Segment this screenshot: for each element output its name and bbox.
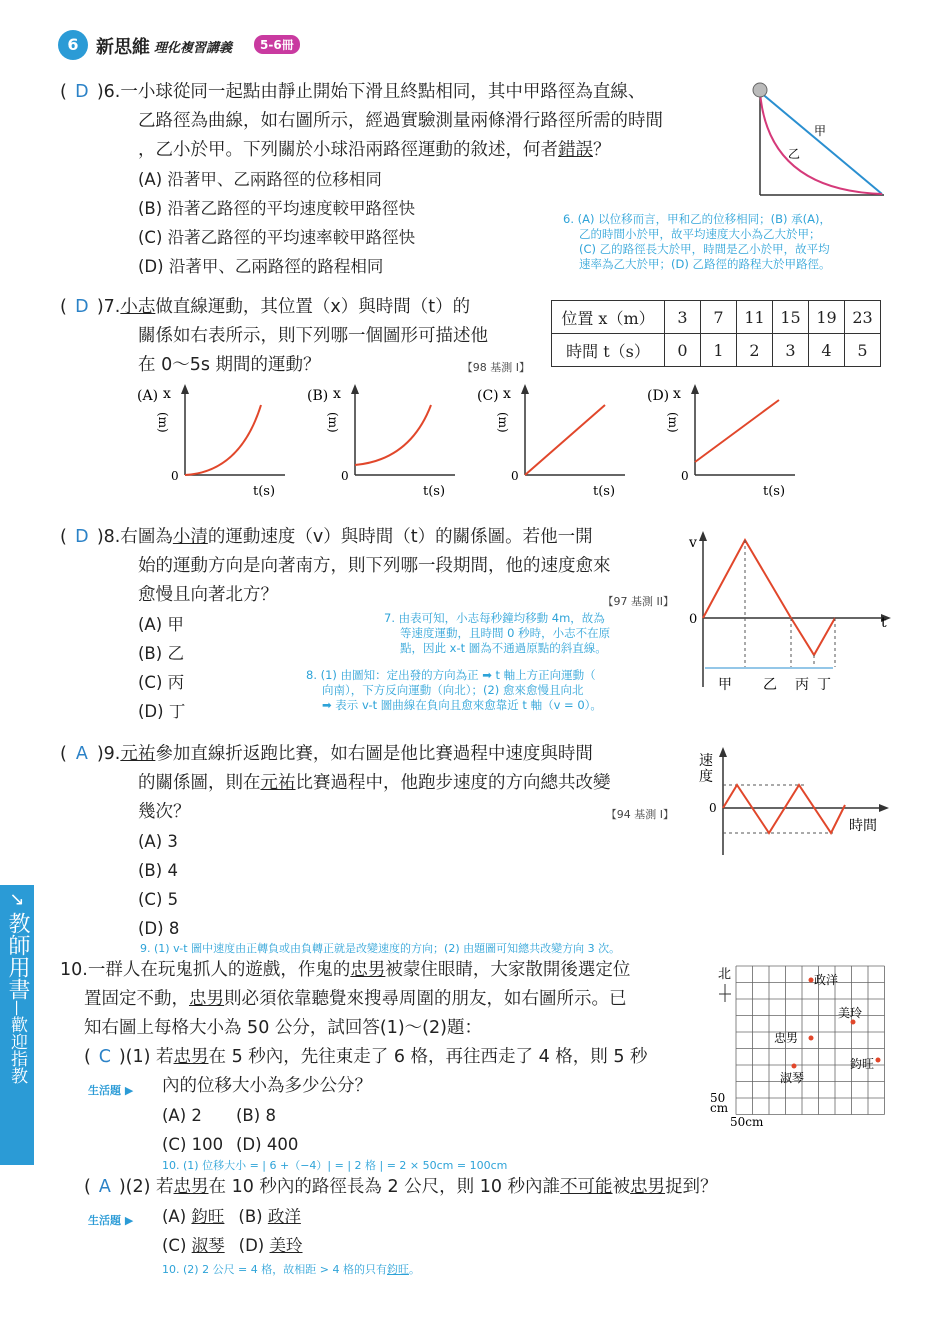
side-dash: — [8,1000,27,1016]
graph-option-label: (D) [647,388,670,404]
option-a: (A) 沿著甲、乙兩路徑的位移相同 [138,170,382,189]
origin-label: 0 [709,801,717,815]
q7-graphs [135,380,815,505]
y-label-1: 速 [699,753,713,769]
option-c: (C) 5 [138,890,179,909]
option-a: (A) 2 [162,1106,202,1125]
graph-y-arrow [351,384,359,394]
north-label: 北 [718,967,732,982]
question-text: ，乙小於甲。下列關於小球沿兩路徑運動的敘述，何者 [138,140,558,160]
subtitle: 理化複習講義 [154,41,233,56]
graph-curve [355,405,431,465]
question-text: 比賽過程中，他跑步速度的方向總共改變 [295,773,611,793]
source-tag: 【98 基測 I】 [461,361,530,374]
graph-y-unit: (m) [326,412,340,433]
graph-origin: 0 [171,469,179,483]
option-b: 政洋 [267,1207,301,1226]
question-8: ( D )8.右圖為小清的運動速度（v）與時間（t）的關係圖。若他一開 始的運動方向是向著南方，則下列哪一段期間，他的速度愈來 愈慢且向著北方？ 【97 基測 II】 (A) 甲 (B) 乙 (C) 丙 (D) 丁 [60,523,680,726]
option-a: 鈞旺 [191,1207,225,1226]
question-9: ( A )9.元祐參加直線折返跑比賽，如右圖是他比賽過程中速度與時間 的關係圖，則在元祐比賽過程中，他跑步速度的方向總共改變 幾次？ 【94 基測 I】 (A) 3 (B) 4 (C) 5 (D) 8 [60,740,680,943]
table-header: 時間 t（s） [552,334,665,367]
option-d: (D) 8 [138,919,180,938]
option-b: (B) 沿著乙路徑的平均速度較甲路徑快 [138,199,415,218]
graph-y-unit: (m) [666,412,680,433]
option-d: (D) 400 [236,1135,299,1154]
brand-title: 新思維 [96,37,150,58]
q9-figure [695,745,895,860]
side-arrow-icon: ↘ [9,889,25,910]
x-axis-label: t [881,615,887,631]
question-number: 10. [60,960,88,980]
scale-vertical-unit: cm [710,1101,729,1115]
segment-jia: 甲 [718,677,732,693]
graph-curve [185,405,261,475]
table-header: 位置 x（m） [552,301,665,334]
option-c: 淑琴 [191,1236,225,1255]
option-c: (C) 丙 [138,673,185,692]
question-6: ( D )6.一小球從同一起點由靜止開始下滑且終點相同，其中甲路徑為直線、 乙路徑為曲線，如右圖所示，經過實驗測量兩條滑行路徑所需的時間 ，乙小於甲。下列關於小球沿兩路徑運動的敘述，何者錯誤？ (A) 沿著甲、乙兩路徑的位移相同 (B) 沿著乙路徑的平均速度較甲路徑快 (C) 沿著乙路徑的平均速率較甲路徑快 (D) 沿著甲、乙兩路徑的路程相同 [60,78,740,281]
emphasis-text: 錯誤 [558,140,593,160]
person-name: 元祐 [120,744,156,764]
graph-x-label: t(s) [593,484,616,499]
question-number: 9. [103,744,121,764]
answer-10-2: A [98,1177,111,1197]
answer-7: D [75,297,89,317]
graph-y-arrow [521,384,529,394]
q7-table: 位置 x（m） 3 7 11 15 19 23 時間 t（s） 0 1 2 3 4 5 [551,300,881,367]
note-6: 6. (A) 以位移而言，甲和乙的位移相同；(B) 承(A)， 乙的時間小於甲，故平均速度大小為乙大於甲； (C) 乙的路徑長大於甲，時間是乙小於甲，故平均 速率為乙大於甲；(D) 乙路徑的路程大於甲路徑。 [563,212,831,271]
question-10-2: ( A )(2) 若忠男在 10 秒內的路徑長為 2 公尺，則 10 秒內誰不可能被忠男捉到？ 生活題 ▶ (A) 鈞旺 (B) 政洋 (C) 淑琴 (D) 美玲 [84,1173,864,1260]
option-c: (C) 100 [162,1135,224,1154]
person-name: 元祐 [260,773,296,793]
option-b: (B) 乙 [138,644,184,663]
source-tag: 【94 基測 I】 [605,808,674,821]
question-text: 乙路徑為曲線，如右圖所示，經過實驗測量兩條滑行路徑所需的時間 [138,111,663,131]
origin-label: 0 [689,612,698,627]
graph-x-label: t(s) [763,484,786,499]
graph-y-arrow [691,384,699,394]
source-tag: 【97 基測 II】 [602,595,674,608]
page-header [58,30,358,60]
option-b: (B) 4 [138,861,178,880]
scale-horizontal: 50cm [730,1115,764,1129]
graph-y-label: x [163,386,171,402]
question-text: 做直線運動，其位置（x）與時間（t）的 [155,297,471,317]
graph-option-label: (B) [307,388,329,404]
person-zhengyang: 政洋 [814,973,839,987]
question-text: 愈慢且向著北方？ [138,585,278,605]
segment-bing: 丙 [795,677,809,693]
graph-y-label: x [333,386,341,402]
q10-map [708,960,898,1130]
person-meiling: 美玲 [838,1006,863,1020]
graph-option-label: (A) [137,388,159,404]
person-shuqin: 淑琴 [780,1071,805,1085]
option-a: (A) 甲 [138,615,184,634]
volume-badge: 5-6冊 [254,35,300,54]
question-text: 的運動速度（v）與時間（t）的關係圖。若他一開 [207,527,593,547]
question-text: 始的運動方向是向著南方，則下列哪一段期間，他的速度愈來 [138,556,611,576]
graph-origin: 0 [511,469,519,483]
graph-y-label: x [673,386,681,402]
segment-ding: 丁 [817,677,831,693]
label-yi: 乙 [788,147,801,161]
answer-8: D [75,527,89,547]
question-10: 10.一群人在玩鬼抓人的遊戲，作鬼的忠男被蒙住眼睛，大家散開後選定位 置固定不動，忠男則必須依靠聽覺來搜尋周圍的朋友，如右圖所示。已 知右圖上每格大小為 50 公分，試回答(1)～(2)題： [60,960,631,1038]
side-title: 教師用書 [5,912,30,1000]
graph-y-arrow [181,384,189,394]
segment-yi: 乙 [763,677,777,693]
note-7: 7. 由表可知，小志每秒鐘均移動 4m，故為 等速度運動，且時間 0 秒時，小志不在原 點，因此 x-t 圖為不通過原點的斜直線。 [384,611,611,655]
question-text: 的關係圖，則在 [138,773,261,793]
question-text: 一小球從同一起點由靜止開始下滑且終點相同，其中甲路徑為直線、 [120,82,646,102]
person-junwang: 鈞旺 [850,1057,875,1071]
person-name: 小志 [120,297,156,317]
answer-10-1: C [98,1047,111,1067]
side-slogan: 歡迎指教 [7,1016,27,1084]
person-zhongnan: 忠男 [774,1031,799,1045]
x-axis-label: 時間 [849,818,877,834]
q6-figure [748,80,888,200]
option-d: 美玲 [269,1236,303,1255]
note-8: 8. (1) 由圖知：定出發的方向為正 ➡ t 軸上方正向運動（ 向南），下方反向運動（向北）；(2) 愈來愈慢且向北 ➡ 表示 v-t 圖曲線在負向且愈來愈靠近 t 軸（v = 0）。 [306,668,602,712]
graph-option-label: (C) [477,388,499,404]
scale-vertical: 50 [710,1091,726,1105]
graph-origin: 0 [341,469,349,483]
y-axis-label: v [689,535,697,551]
graph-y-label: x [503,386,511,402]
graph-curve [695,400,779,462]
y-label-2: 度 [699,769,713,785]
note-9: 9. (1) v-t 圖中速度由正轉負或由負轉正就是改變速度的方向；(2) 由題圖可知總共改變方向 3 次。 [140,942,621,955]
question-text: 在 0～5s 期間的運動？ [138,355,321,375]
question-number: 6. [103,82,121,102]
option-b: (B) 8 [236,1106,276,1125]
question-text: 參加直線折返跑比賽，如右圖是他比賽過程中速度與時間 [155,744,593,764]
graph-y-unit: (m) [496,412,510,433]
question-7: ( D )7.小志做直線運動，其位置（x）與時間（t）的 關係如右表所示，則下列哪一個圖形可描述他 在 0～5s 期間的運動？ 【98 基測 I】 [60,293,540,380]
graph-y-unit: (m) [156,412,170,433]
answer-6: D [75,82,89,102]
question-number: 7. [103,297,121,317]
question-mark: ？ [593,140,611,160]
note-10-2: 10. (2) 2 公尺 = 4 格，故相距 > 4 格的只有鈞旺。 [162,1263,420,1276]
side-tab [0,885,34,1165]
graph-origin: 0 [681,469,689,483]
option-d: (D) 沿著甲、乙兩路徑的路程相同 [138,257,384,276]
graph-curve [525,405,605,475]
option-a: (A) 3 [138,832,178,851]
answer-9: A [75,744,88,764]
graph-x-label: t(s) [253,484,276,499]
option-c: (C) 沿著乙路徑的平均速率較甲路徑快 [138,228,416,247]
question-text: 關係如右表所示，則下列哪一個圖形可描述他 [138,326,488,346]
person-name: 小清 [172,527,208,547]
graph-x-label: t(s) [423,484,446,499]
question-10-1: ( C )(1) 若忠男在 5 秒內，先往東走了 6 格，再往西走了 4 格，則 5 秒 生活題 ▶ 內的位移大小為多少公分？ (A) 2 (B) 8 (C) 100 (D) 400 [84,1043,704,1159]
page-number-badge: 6 [58,30,88,60]
question-text: 幾次？ [138,802,191,822]
q8-figure [685,527,895,697]
note-10-1: 10. (1) 位移大小 = | 6 +（−4）| = | 2 格 | = 2 × 50cm = 100cm [162,1159,508,1172]
option-d: (D) 丁 [138,702,186,721]
label-jia: 甲 [814,124,827,138]
life-question-tag: 生活題 ▶ [88,1214,134,1227]
life-question-tag: 生活題 ▶ [88,1084,134,1097]
question-number: 8. [103,527,121,547]
